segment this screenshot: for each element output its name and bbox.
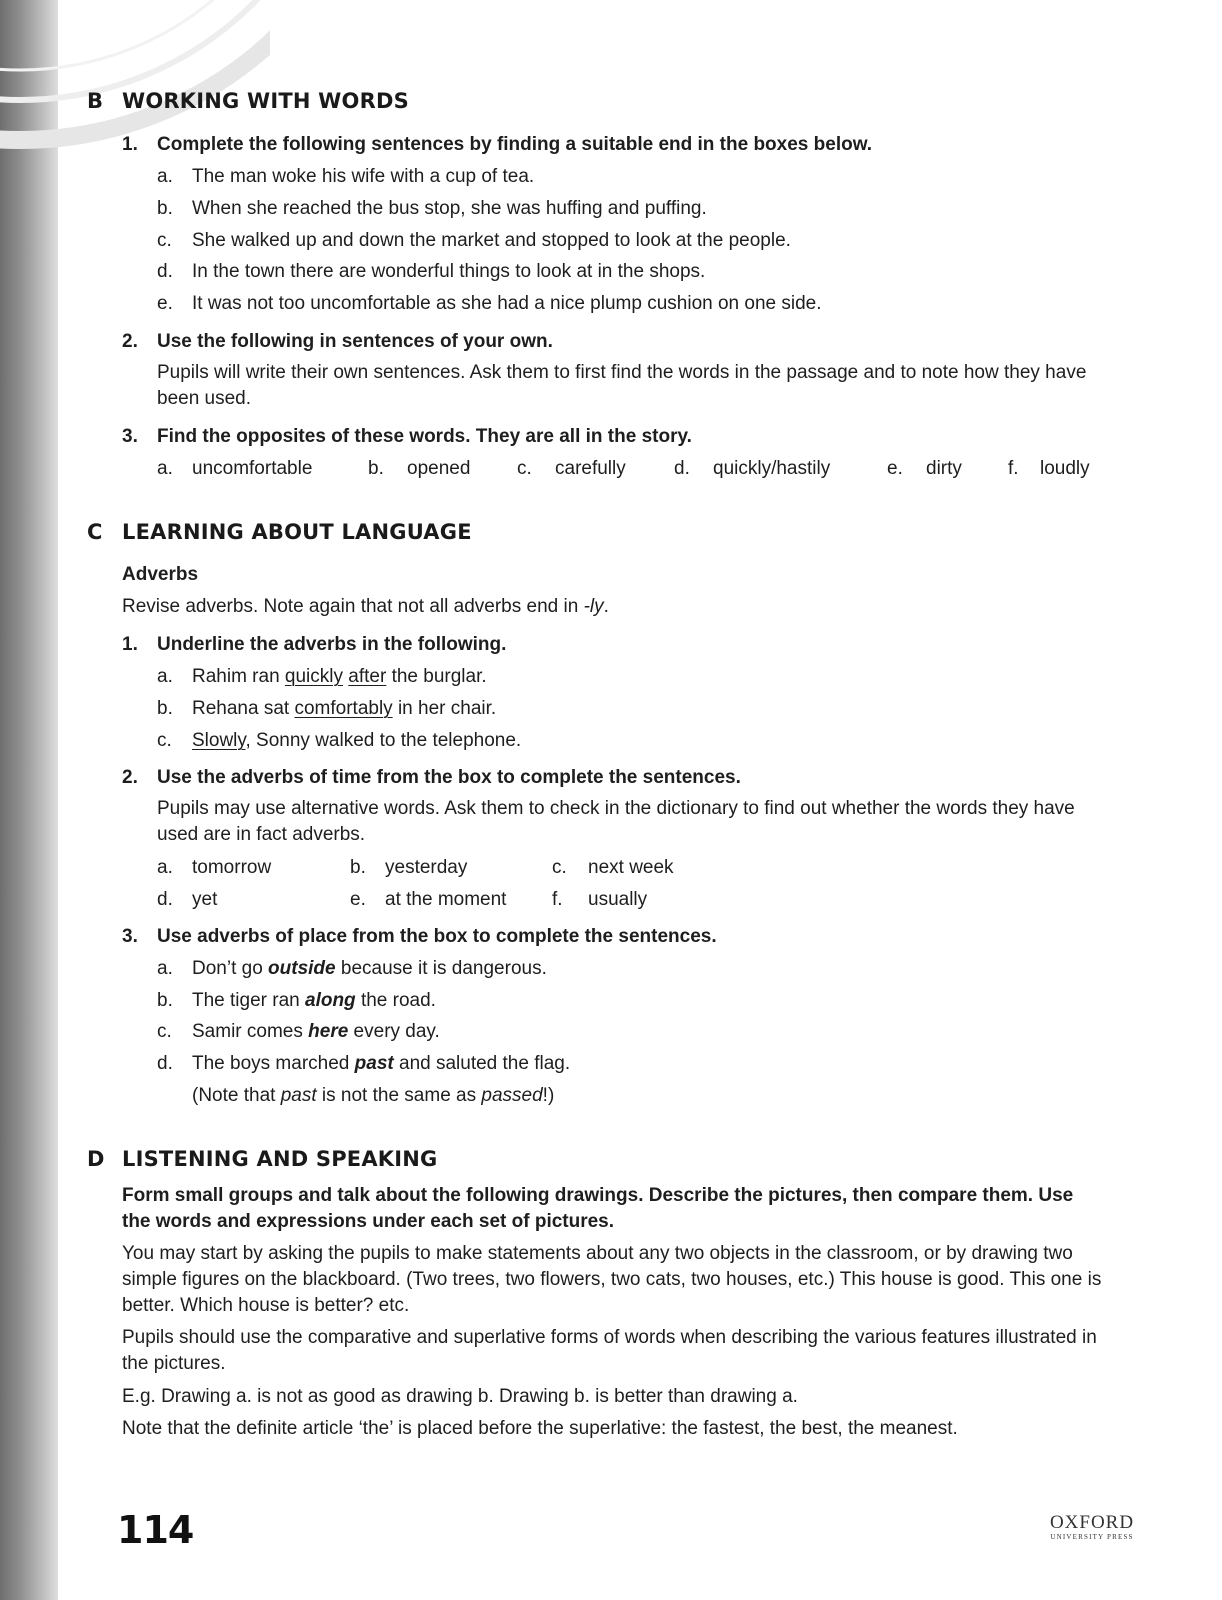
item-letter: b. [157, 990, 173, 1011]
underlined-adverb: quickly [284, 666, 343, 687]
answer-text: Rehana sat comfortably in her chair. [192, 698, 497, 719]
item-letter: b. [368, 458, 384, 479]
item-letter: c. [157, 1021, 172, 1042]
underlined-adverb: Slowly [192, 730, 246, 751]
answer-text: Slowly, Sonny walked to the telephone. [192, 730, 522, 751]
answer-text: Rahim ran quickly after the burglar. [192, 666, 487, 687]
question-text: Complete the following sentences by finding a suitable end in the boxes below. [157, 134, 873, 155]
item-letter: c. [157, 230, 172, 251]
item-letter: a. [157, 458, 173, 479]
item-letter: a. [157, 666, 173, 687]
subheading: Adverbs [122, 564, 199, 585]
teacher-note: Pupils may use alternative words. Ask them to check in the dictionary to find out whether the words they have used are in fact adverbs. [157, 798, 1075, 845]
answer-text: dirty [926, 458, 962, 479]
section-c-title: LEARNING ABOUT LANGUAGE [122, 520, 472, 544]
question-text: Use the adverbs of time from the box to complete the sentences. [157, 767, 741, 788]
item-letter: e. [157, 293, 173, 314]
question-text: Find the opposites of these words. They are all in the story. [157, 426, 692, 447]
item-letter: b. [157, 698, 173, 719]
answer-text: uncomfortable [192, 458, 313, 479]
teacher-note: E.g. Drawing a. is not as good as drawing b. Drawing b. is better than drawing a. [122, 1386, 798, 1407]
teacher-note: Pupils should use the comparative and superlative forms of words when describing the various features illustrated in the pictures. [122, 1327, 1097, 1374]
answer-text: When she reached the bus stop, she was huffing and puffing. [192, 198, 707, 219]
item-letter: a. [157, 857, 173, 878]
question-number: 2. [122, 331, 138, 352]
answer-text: quickly/hastily [713, 458, 831, 479]
item-letter: c. [157, 730, 172, 751]
answer-text: She walked up and down the market and stopped to look at the people. [192, 230, 791, 251]
underlined-adverb: comfortably [294, 698, 393, 719]
answer-text: The boys marched past and saluted the flag. [192, 1053, 571, 1074]
question-text: Use adverbs of place from the box to complete the sentences. [157, 926, 717, 947]
answer-text: opened [407, 458, 471, 479]
item-letter: e. [887, 458, 903, 479]
answer-text: next week [588, 857, 674, 878]
question-number: 2. [122, 767, 138, 788]
answer-text: The man woke his wife with a cup of tea. [192, 166, 535, 187]
publisher-logo [1044, 1512, 1140, 1541]
item-letter: c. [517, 458, 532, 479]
section-d-title: LISTENING AND SPEAKING [122, 1147, 438, 1171]
answer-text: tomorrow [192, 857, 272, 878]
publisher-subtitle: UNIVERSITY PRESS [1050, 1533, 1134, 1541]
answer-adverb: outside [268, 958, 336, 979]
answer-text: It was not too uncomfortable as she had a nice plump cushion on one side. [192, 293, 822, 314]
teacher-note: Note that the definite article ‘the’ is placed before the superlative: the fastest, the best, the meanest. [122, 1418, 958, 1439]
answer-text: yesterday [385, 857, 468, 878]
item-letter: f. [552, 889, 563, 910]
item-letter: b. [157, 198, 173, 219]
question-number: 1. [122, 634, 138, 655]
answer-text: yet [192, 889, 218, 910]
question-number: 1. [122, 134, 138, 155]
section-b-title: WORKING WITH WORDS [122, 89, 409, 113]
intro-text: Revise adverbs. Note again that not all adverbs end in -ly. [122, 596, 609, 617]
section-d-letter: D [87, 1147, 105, 1171]
answer-text: usually [588, 889, 648, 910]
answer-text: Don’t go outside because it is dangerous. [192, 958, 547, 979]
instruction-text: Form small groups and talk about the following drawings. Describe the pictures, then compare them. Use the words and expressions under each set of pictures. [122, 1185, 1074, 1232]
question-text: Underline the adverbs in the following. [157, 634, 507, 655]
item-letter: d. [674, 458, 690, 479]
section-b-letter: B [87, 89, 104, 113]
answer-adverb: along [305, 990, 356, 1011]
item-letter: a. [157, 166, 173, 187]
answer-text: loudly [1040, 458, 1090, 479]
answer-text: In the town there are wonderful things to look at in the shops. [192, 261, 706, 282]
answer-text: carefully [555, 458, 626, 479]
publisher-name: OXFORD [1049, 1512, 1135, 1533]
item-letter: c. [552, 857, 567, 878]
underlined-adverb: after [348, 666, 387, 687]
answer-adverb: past [354, 1053, 394, 1074]
answer-text: at the moment [385, 889, 507, 910]
teacher-note: Pupils will write their own sentences. Ask them to first find the words in the passage and to note how they have been used. [157, 362, 1087, 409]
item-letter: f. [1008, 458, 1019, 479]
note-text: (Note that past is not the same as passed!) [192, 1085, 555, 1106]
page-margin-band [0, 0, 58, 1600]
item-letter: e. [350, 889, 366, 910]
item-letter: d. [157, 889, 173, 910]
answer-adverb: here [308, 1021, 349, 1042]
question-text: Use the following in sentences of your own. [157, 331, 553, 352]
item-letter: d. [157, 1053, 173, 1074]
section-c-letter: C [87, 520, 103, 544]
question-number: 3. [122, 926, 138, 947]
question-number: 3. [122, 426, 138, 447]
page-number: 114 [117, 1508, 194, 1552]
answer-text: Samir comes here every day. [192, 1021, 440, 1042]
answer-text: The tiger ran along the road. [192, 990, 436, 1011]
item-letter: a. [157, 958, 173, 979]
teacher-note: You may start by asking the pupils to make statements about any two objects in the classroom, or by drawing two simple figures on the blackboard. (Two trees, two flowers, two cats, two houses, etc.) This house is good. This one is better. Which house is better? etc. [122, 1243, 1102, 1316]
item-letter: d. [157, 261, 173, 282]
item-letter: b. [350, 857, 366, 878]
